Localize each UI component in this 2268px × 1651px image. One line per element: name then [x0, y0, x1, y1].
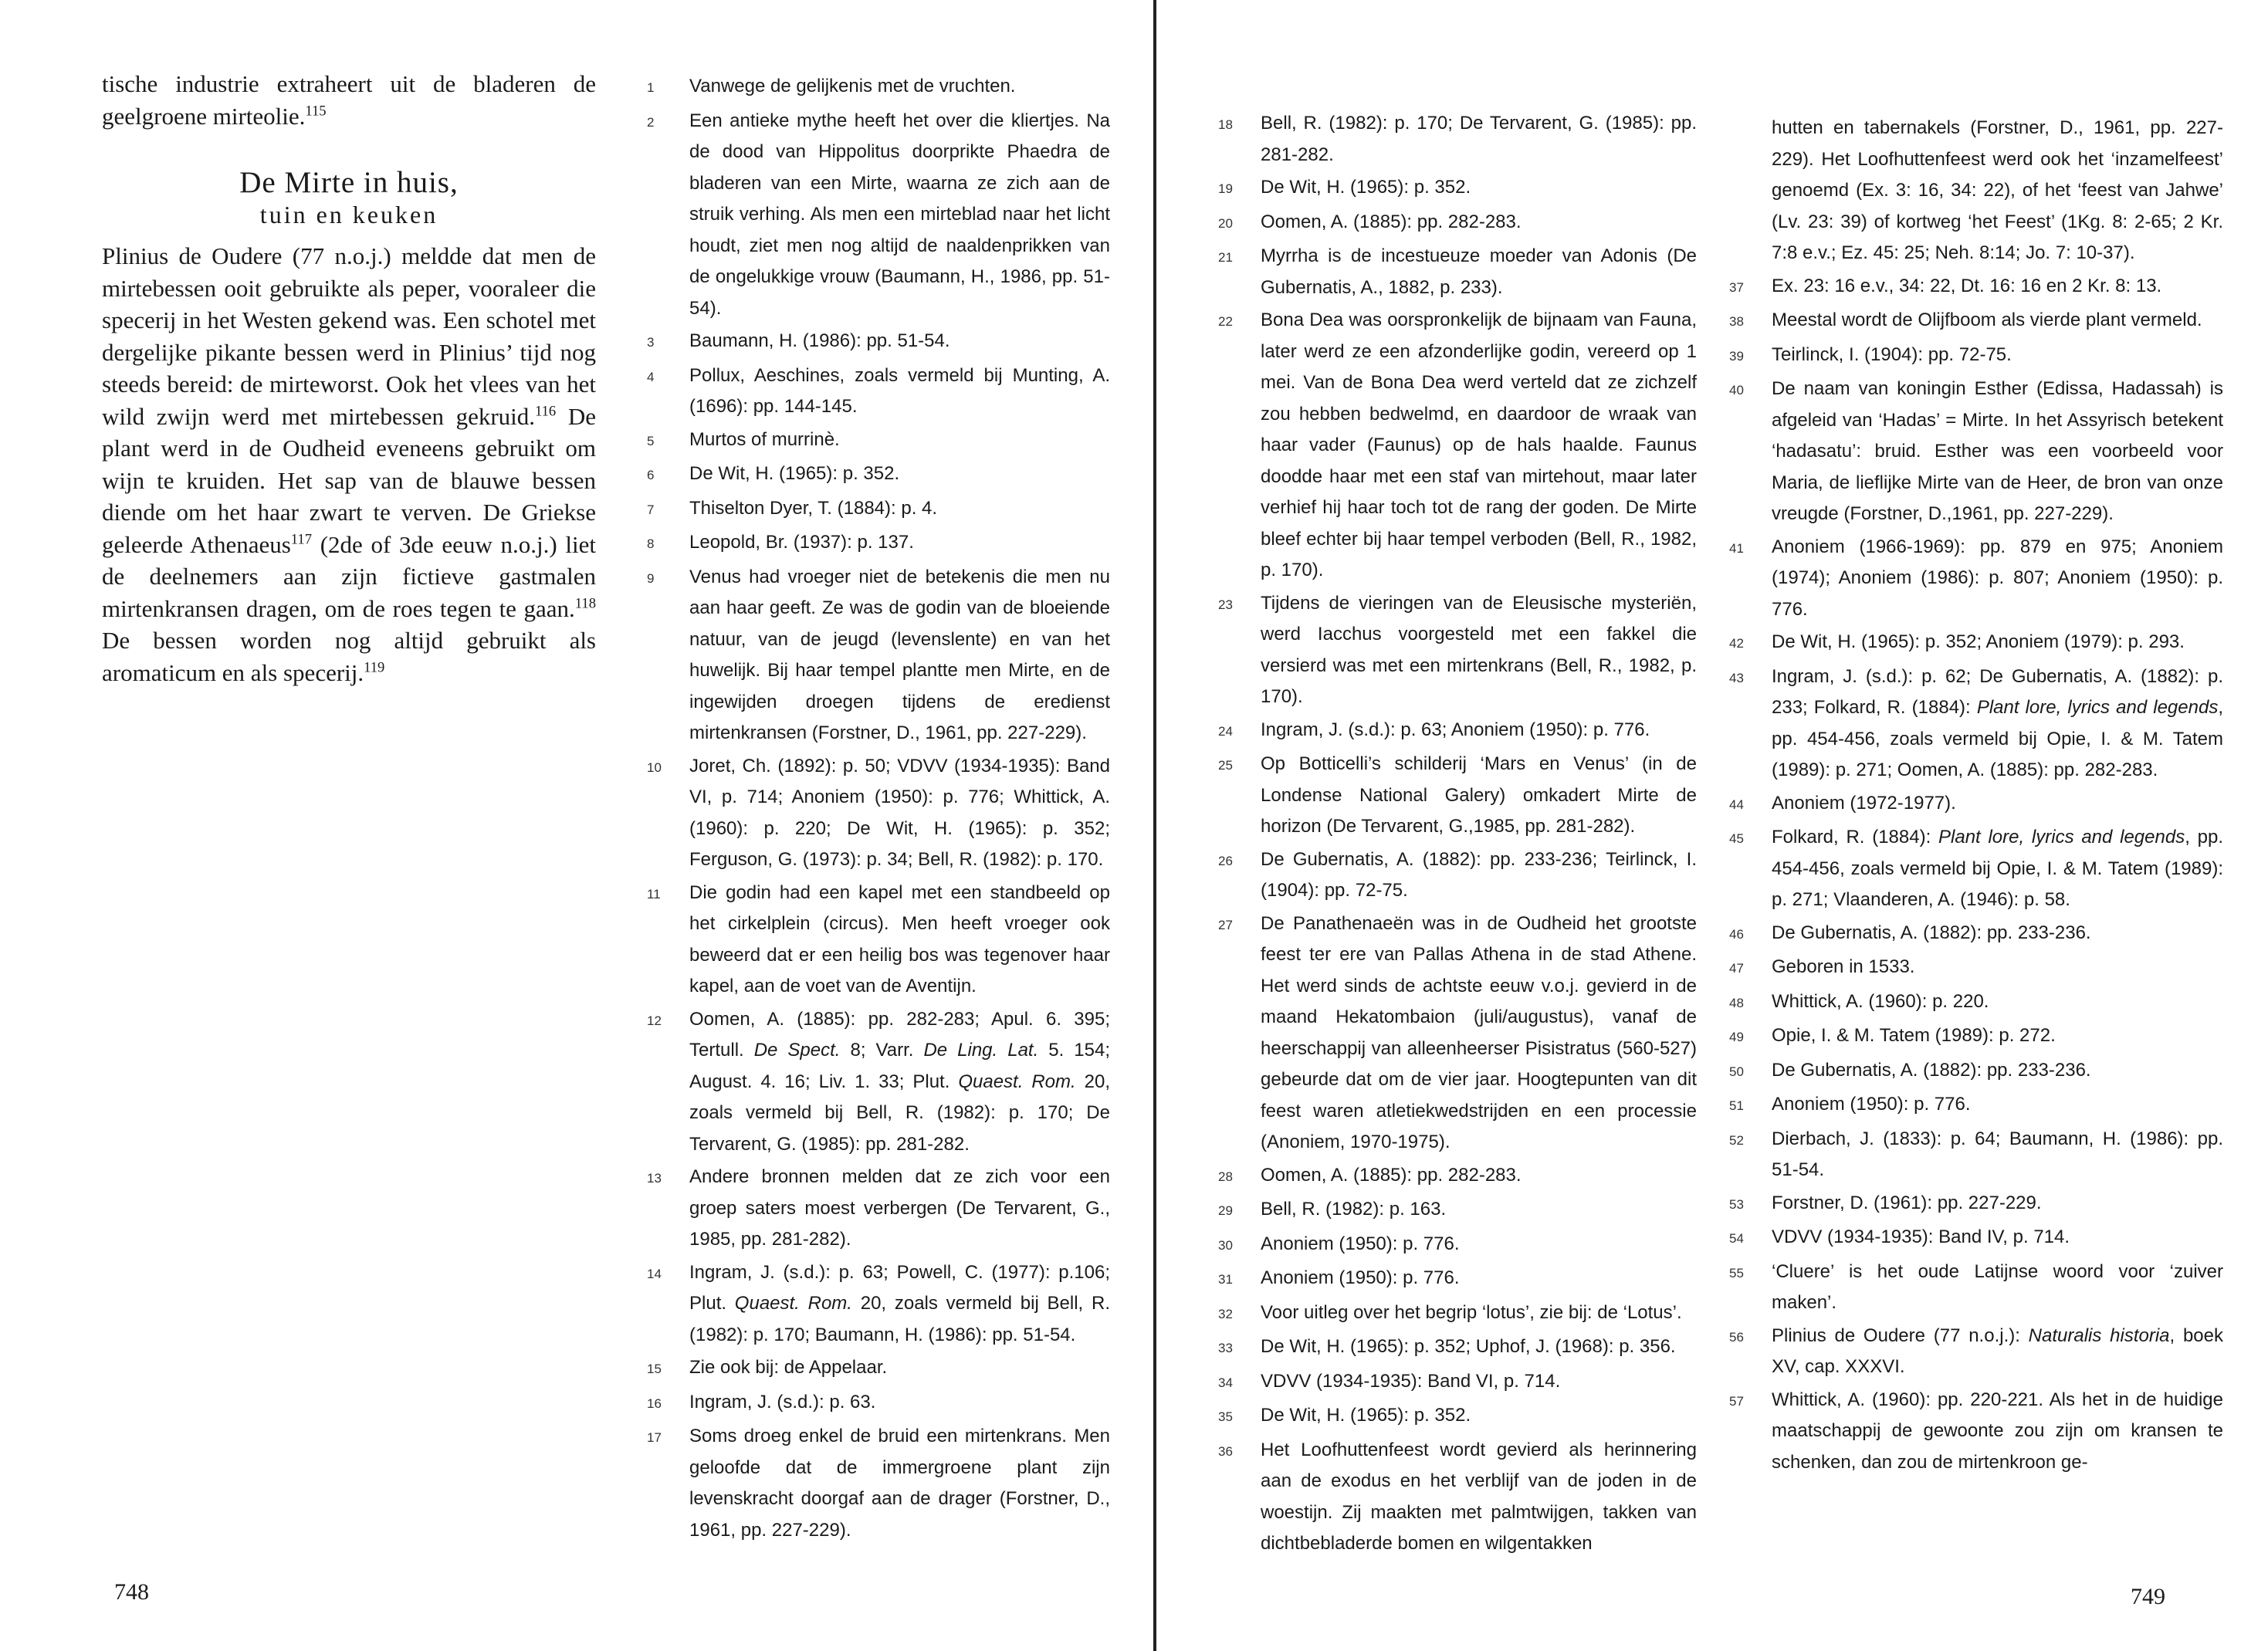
footnote-text-run: Anoniem (1950): p. 776. — [1772, 1094, 1971, 1115]
section-heading-line1: De Mirte in huis, — [239, 166, 459, 199]
footnote-text-run: Oomen, A. (1885): pp. 282-283; Apul. 6. 395; Tertull. — [689, 1008, 1110, 1061]
footnote-text — [1772, 1222, 2223, 1255]
footnote-text-run: Vanwege de gelijkenis met de vruchten. — [689, 76, 1016, 96]
footnote-text — [1261, 241, 1697, 303]
footnote-number: 17 — [647, 1430, 662, 1445]
footnote — [1729, 1222, 2223, 1255]
body-text: De plant werd in de Oudheid eveneens gebruikt om wijn te kruiden. Het sap van de blauwe bessen diende om het haar zwart te verven. De Griekse geleerde Athenaeus — [102, 402, 596, 558]
footnote — [1218, 241, 1697, 303]
footnote — [647, 425, 1110, 458]
footnote-text — [689, 527, 1110, 560]
footnote-number: 46 — [1729, 926, 1744, 942]
footnote-number: 15 — [647, 1362, 662, 1376]
footnote-text-run: Joret, Ch. (1892): p. 50; VDVV (1934-1935): Band VI, p. 714; Anoniem (1950): p. 776; Whittick, A. (1960): p. 220; De Wit, H. (1965): p. 352; Ferguson, G. (1973): p. 34; Bell, R. (1982): p. 170. — [689, 755, 1110, 870]
footnote — [1218, 1160, 1697, 1193]
footnote-text-run: De Wit, H. (1965): p. 352. — [689, 463, 900, 484]
footnote-text-run: Ingram, J. (s.d.): p. 62; De Gubernatis, A. (1882): p. 233; Folkard, R. (1884): — [1772, 665, 2223, 718]
footnote — [1218, 207, 1697, 240]
italic-title: Plant lore, lyrics and legends — [1938, 827, 2185, 847]
footnote-number: 18 — [1218, 117, 1233, 132]
footnote-text-run: Meestal wordt de Olijfboom als vierde plant vermeld. — [1772, 310, 2202, 330]
footnote-text — [1772, 1188, 2223, 1221]
footnote-text — [1772, 822, 2223, 916]
footnote-text — [1261, 1400, 1697, 1433]
footnote — [647, 1421, 1110, 1546]
footnote-text — [1261, 844, 1697, 907]
footnote-text — [1772, 627, 2223, 660]
footnote — [647, 1004, 1110, 1161]
footnote-number: 57 — [1729, 1393, 1744, 1409]
footnote-text — [1772, 1089, 2223, 1122]
footnote-text-run: VDVV (1934-1935): Band IV, p. 714. — [1772, 1226, 2070, 1247]
notes-column-right-1 — [1218, 108, 1697, 1561]
footnote-text — [1261, 588, 1697, 713]
footnote-text — [689, 1352, 1110, 1385]
footnote-text-run: Opie, I. & M. Tatem (1989): p. 272. — [1772, 1025, 2056, 1046]
footnote-text-run: Bona Dea was oorspronkelijk de bijnaam van Fauna, later werd ze een afzonderlijke godin, vereerd op 1 mei. Van de Bona Dea werd verteld dat ze zichzelf zou hebben bedwelmd, en daardoor de wraak van haar vader (Faunus) op de hals haalde. Faunus doodde haar met een staf van mirtehout, maar later verhief hij haar toch tot de rang der goden. De Mirte bleef echter bij haar tempel verboden (Bell, R., 1982, p. 170). — [1261, 310, 1697, 580]
footnote-text — [1261, 207, 1697, 240]
page-gutter — [1153, 0, 1156, 1651]
footnote-number: 37 — [1729, 279, 1744, 295]
footnote — [647, 751, 1110, 876]
footnote — [647, 360, 1110, 423]
footnote — [647, 106, 1110, 325]
footnote — [1729, 1188, 2223, 1221]
footnote-text-run: Anoniem (1966-1969): pp. 879 en 975; Anoniem (1974); Anoniem (1986): p. 807; Anoniem (1950): p. 776. — [1772, 536, 2223, 620]
notes-column-left — [647, 71, 1110, 1548]
footnote-number: 32 — [1218, 1306, 1233, 1321]
footnote-text — [689, 106, 1110, 325]
footnote-number: 26 — [1218, 853, 1233, 868]
footnote — [1218, 108, 1697, 171]
footnote — [1218, 588, 1697, 713]
footnote-text — [689, 1257, 1110, 1352]
footnote-number: 16 — [647, 1396, 662, 1411]
footnote-number: 21 — [1218, 250, 1233, 265]
footnote — [1729, 374, 2223, 530]
footnote-text — [689, 751, 1110, 876]
footnote-text-run: Geboren in 1533. — [1772, 956, 1915, 977]
footnote-number: 44 — [1729, 797, 1744, 812]
footnote-ref: 116 — [535, 403, 557, 420]
footnote-text-run: Ingram, J. (s.d.): p. 63; Powell, C. (1977): p.106; Plut. — [689, 1261, 1110, 1314]
footnote-text-run: Tijdens de vieringen van de Eleusische mysteriën, werd Iacchus voorgesteld met een fakkel die versierd was met een mirtenkrans (Bell, R., 1982, p. 170). — [1261, 592, 1697, 707]
footnote-number: 50 — [1729, 1064, 1744, 1079]
footnote-text-run: Anoniem (1972-1977). — [1772, 792, 1956, 814]
footnote-text-run: Oomen, A. (1885): pp. 282-283. — [1261, 1164, 1522, 1186]
footnote-number: 35 — [1218, 1409, 1233, 1424]
footnote-text — [1772, 305, 2223, 338]
footnote-number: 55 — [1729, 1265, 1744, 1281]
footnote-text-run: De Wit, H. (1965): p. 352; Uphof, J. (1968): p. 356. — [1261, 1336, 1676, 1357]
footnote-text — [1261, 172, 1697, 205]
footnote-text — [689, 425, 1110, 458]
footnote-text — [1261, 108, 1697, 171]
footnote — [1218, 1400, 1697, 1433]
footnote-number: 23 — [1218, 597, 1233, 612]
footnote-text-run: Het Loofhuttenfeest wordt gevierd als herinnering aan de exodus en het verblijf van de joden in de woestijn. Zij maakten met palmtwijgen, takken van dichtbebladerde bomen en wilgentakken — [1261, 1439, 1697, 1554]
footnote-number: 22 — [1218, 314, 1233, 329]
footnote — [1218, 172, 1697, 205]
body-paragraph — [102, 240, 596, 688]
footnote-text — [689, 458, 1110, 492]
footnote-text-run: Op Botticelli’s schilderij ‘Mars en Venus’ (in de Londense National Galery) omkadert Mirte de horizon (De Tervarent, G.,1985, pp. 281-282). — [1261, 753, 1697, 837]
right-page — [1158, 0, 2268, 1651]
footnote-text — [689, 71, 1110, 104]
footnote — [647, 326, 1110, 359]
footnote-text-run: 20, zoals vermeld bij Bell, R. (1982): p. 170; Baumann, H. (1986): pp. 51-54. — [689, 1293, 1110, 1345]
footnote-number: 41 — [1729, 540, 1744, 556]
footnote — [647, 458, 1110, 492]
footnote-number: 8 — [647, 536, 655, 551]
footnote-text-run: Anoniem (1950): p. 776. — [1261, 1233, 1460, 1254]
footnote-number: 39 — [1729, 348, 1744, 364]
footnote-text-run: Ingram, J. (s.d.): p. 63; Anoniem (1950): p. 776. — [1261, 719, 1650, 740]
footnote-text-run: De Gubernatis, A. (1882): pp. 233-236. — [1772, 1059, 2091, 1081]
footnote — [1218, 1331, 1697, 1365]
footnote — [1729, 986, 2223, 1020]
footnote-number: 24 — [1218, 723, 1233, 739]
footnote-text — [1261, 305, 1697, 587]
footnote-text-run: 5. 154; August. 4. 16; Liv. 1. 33; Plut. — [689, 1040, 1111, 1092]
footnote — [1729, 822, 2223, 916]
footnote-text-run: Pollux, Aeschines, zoals vermeld bij Munting, A. (1696): pp. 144-145. — [689, 364, 1110, 417]
footnote — [1729, 918, 2223, 951]
footnote-text-run: Plinius de Oudere (77 n.o.j.): — [1772, 1325, 2029, 1346]
footnote — [1729, 952, 2223, 985]
footnote-number — [1729, 113, 1772, 269]
main-text-column — [102, 68, 596, 688]
footnote-number: 4 — [647, 369, 655, 384]
footnote-ref: 118 — [574, 595, 596, 612]
footnote — [1729, 1055, 2223, 1088]
footnote-text — [689, 360, 1110, 423]
italic-title: De Spect. — [753, 1040, 841, 1061]
footnote-text — [1772, 340, 2223, 373]
footnote — [1729, 113, 2223, 269]
footnote — [1729, 627, 2223, 660]
footnote — [1729, 788, 2223, 821]
body-text: (2de of 3de eeuw n.o.j.) liet de deelnemers aan zijn fictieve gastmalen mirtenkransen dragen, om de roes tegen te gaan. — [102, 530, 596, 622]
footnote — [647, 527, 1110, 560]
footnote-text — [1261, 1435, 1697, 1560]
notes-column-right-2 — [1729, 113, 2223, 1480]
footnote — [1729, 1020, 2223, 1054]
footnote-ref: 119 — [364, 659, 385, 676]
footnote — [647, 71, 1110, 104]
footnote-number: 7 — [647, 502, 655, 517]
footnote — [647, 1387, 1110, 1420]
footnote-text-run: Bell, R. (1982): p. 170; De Tervarent, G. (1985): pp. 281-282. — [1261, 113, 1697, 165]
italic-title: De Ling. Lat. — [923, 1040, 1039, 1061]
footnote-text-run: Teirlinck, I. (1904): pp. 72-75. — [1772, 343, 2012, 365]
footnote-text-run: De Gubernatis, A. (1882): pp. 233-236. — [1772, 922, 2091, 943]
footnote-number: 27 — [1218, 917, 1233, 932]
footnote — [1729, 1089, 2223, 1122]
footnote-number: 34 — [1218, 1375, 1233, 1390]
footnote-text-run: Een antieke mythe heeft het over die kliertjes. Na de dood van Hippolitus doorprikte Phaedra de bladeren van een Mirte, waarna ze zich aan de struik verhing. Als men een mirteblad naar het licht houdt, ziet men nog altijd de naaldenprikken van de ongelukkige vrouw (Baumann, H., 1986, pp. 51-54). — [689, 110, 1110, 319]
footnote-number: 9 — [647, 570, 655, 586]
footnote-text-run: Ingram, J. (s.d.): p. 63. — [689, 1391, 876, 1412]
footnote — [647, 1352, 1110, 1385]
footnote — [1218, 1435, 1697, 1560]
intro-text: tische industrie extraheert uit de bladeren de geelgroene mirteolie. — [102, 70, 596, 130]
footnote-text — [689, 1421, 1110, 1546]
section-heading-line2: tuin en keuken — [259, 201, 438, 228]
footnote-text-run: , pp. 454-456, zoals vermeld bij Opie, I. & M. Tatem (1989): p. 271; Vlaanderen, A. (1946): p. 58. — [1772, 827, 2223, 910]
italic-title: Quaest. Rom. — [958, 1071, 1076, 1092]
footnote-text-run: Leopold, Br. (1937): p. 137. — [689, 532, 914, 553]
footnote — [1218, 1229, 1697, 1262]
intro-paragraph — [102, 68, 596, 132]
footnote-text — [1772, 1020, 2223, 1054]
body-text: Plinius de Oudere (77 n.o.j.) meldde dat men de mirtebessen ooit gebruikte als peper, vooraleer die specerij in het Westen gekend was. Een schotel met dergelijke pikante bessen werd in Plinius’ tijd nog steeds bereid: de mirteworst. Ook het vlees van het wild zwijn werd met mirtebessen gekruid. — [102, 242, 596, 430]
footnote-text — [689, 878, 1110, 1003]
footnote-number: 43 — [1729, 670, 1744, 685]
footnote-number: 3 — [647, 335, 655, 350]
footnote-text — [1772, 532, 2223, 626]
footnote-text-run: Ex. 23: 16 e.v., 34: 22, Dt. 16: 16 en 2 Kr. 8: 13. — [1772, 275, 2162, 296]
footnote — [1729, 1124, 2223, 1186]
footnote — [1729, 271, 2223, 304]
footnote-text-run: Zie ook bij: de Appelaar. — [689, 1357, 888, 1378]
footnote-number: 52 — [1729, 1132, 1744, 1148]
footnote-text — [1772, 1385, 2223, 1479]
footnote-text — [1772, 1124, 2223, 1186]
footnote-text-run: De Wit, H. (1965): p. 352. — [1261, 177, 1471, 198]
footnote-number: 29 — [1218, 1203, 1233, 1218]
footnote-number: 5 — [647, 433, 655, 448]
footnote-text-run: Dierbach, J. (1833): p. 64; Baumann, H. (1986): pp. 51-54. — [1772, 1128, 2223, 1180]
footnote-text-run: De Wit, H. (1965): p. 352. — [1261, 1405, 1471, 1426]
footnote-number: 20 — [1218, 215, 1233, 231]
footnote — [647, 493, 1110, 526]
footnote-text — [1261, 715, 1697, 748]
footnote-text — [1261, 908, 1697, 1159]
footnote-text — [1261, 749, 1697, 843]
footnote-text-run: 8; Varr. — [840, 1040, 924, 1061]
footnote-text-run: ‘Cluere’ is het oude Latijnse woord voor ‘zuiver maken’. — [1772, 1260, 2223, 1313]
footnote-number: 40 — [1729, 383, 1744, 398]
footnote-ref: 115 — [305, 103, 327, 120]
footnote — [1218, 305, 1697, 587]
footnote-text-run: Soms droeg enkel de bruid een mirtenkrans. Men geloofde dat de immergroene plant zijn levenskracht doorgaf aan de drager (Forstner, D., 1961, pp. 227-229). — [689, 1426, 1110, 1541]
footnote — [1729, 1321, 2223, 1383]
footnote — [647, 1162, 1110, 1256]
footnote-text-run: Myrrha is de incestueuze moeder van Adonis (De Gubernatis, A., 1882, p. 233). — [1261, 245, 1697, 298]
footnote-number: 56 — [1729, 1329, 1744, 1345]
footnote-text — [1261, 1160, 1697, 1193]
footnote-text-run: De naam van koningin Esther (Edissa, Hadassah) is afgeleid van ‘Hadas’ = Mirte. In het Assyrisch betekent ‘hadasatu’: bruid. Esther was een voorbeeld voor Maria, de lieflijke Mirte van de Heer, de bron van onze vreugde (Forstner, D.,1961, pp. 227-229). — [1772, 378, 2223, 524]
footnote-number: 31 — [1218, 1272, 1233, 1287]
footnote-number: 36 — [1218, 1443, 1233, 1459]
footnote — [1218, 715, 1697, 748]
footnote-text-run: VDVV (1934-1935): Band VI, p. 714. — [1261, 1370, 1561, 1392]
footnote — [1218, 1297, 1697, 1331]
footnote — [1218, 1263, 1697, 1296]
footnote-text-run: 20, zoals vermeld bij Bell, R. (1982): p. 170; De Tervarent, G. (1985): pp. 281-282. — [689, 1071, 1110, 1155]
body-text: De bessen worden nog altijd gebruikt als aromaticum en als specerij. — [102, 627, 596, 686]
footnote — [1218, 1366, 1697, 1399]
footnote-text — [1261, 1229, 1697, 1262]
footnote-number: 11 — [647, 886, 661, 902]
footnote-text — [1261, 1331, 1697, 1365]
italic-title: Quaest. Rom. — [734, 1293, 852, 1314]
italic-title: Plant lore, lyrics and legends — [1976, 697, 2219, 718]
footnote-text — [1772, 1055, 2223, 1088]
footnote-text — [689, 326, 1110, 359]
footnote-number: 53 — [1729, 1196, 1744, 1212]
footnote — [1218, 1194, 1697, 1227]
footnote-text — [689, 1004, 1110, 1161]
footnote-number: 14 — [647, 1266, 662, 1281]
footnote-number: 49 — [1729, 1030, 1744, 1044]
footnote-text — [1772, 952, 2223, 985]
footnote-text-run: Thiselton Dyer, T. (1884): p. 4. — [689, 497, 938, 519]
footnote — [1729, 305, 2223, 338]
page-number-right: 749 — [2131, 1584, 2165, 1609]
footnote-number: 28 — [1218, 1169, 1233, 1184]
footnote-text-run: , pp. 454-456, zoals vermeld bij Opie, I. & M. Tatem (1989): p. 271; Oomen, A. (1885): pp. 282-283. — [1772, 697, 2223, 780]
footnote-text — [1772, 986, 2223, 1020]
footnote — [1218, 908, 1697, 1159]
footnote-text — [1772, 113, 2223, 269]
footnote-number: 30 — [1218, 1237, 1233, 1253]
footnote — [1218, 749, 1697, 843]
footnote — [1729, 1257, 2223, 1319]
footnote-text — [1261, 1263, 1697, 1296]
footnote-number: 45 — [1729, 831, 1744, 846]
footnote-text-run: Whittick, A. (1960): p. 220. — [1772, 990, 1989, 1012]
footnote-number: 51 — [1729, 1098, 1744, 1113]
footnote-text-run: Murtos of murrinè. — [689, 428, 840, 450]
italic-title: Naturalis historia — [2028, 1325, 2170, 1346]
footnote-text — [1772, 271, 2223, 304]
footnote-text — [1261, 1366, 1697, 1399]
footnote-number: 48 — [1729, 995, 1744, 1010]
footnote-text-run: Oomen, A. (1885): pp. 282-283. — [1261, 211, 1522, 232]
footnote-number: 13 — [647, 1171, 662, 1186]
footnote-text-run: Voor uitleg over het begrip ‘lotus’, zie bij: de ‘Lotus’. — [1261, 1301, 1682, 1323]
footnote-number: 6 — [647, 468, 655, 482]
footnote-number: 12 — [647, 1013, 662, 1028]
footnote-text-run: Bell, R. (1982): p. 163. — [1261, 1199, 1447, 1220]
footnote-text-run: De Wit, H. (1965): p. 352; Anoniem (1979): p. 293. — [1772, 631, 2185, 652]
footnote-number: 1 — [647, 80, 655, 95]
footnote-number: 47 — [1729, 961, 1744, 976]
footnote — [647, 878, 1110, 1003]
footnote-text-run: Anoniem (1950): p. 776. — [1261, 1267, 1460, 1288]
footnote-text — [689, 562, 1110, 749]
page-number-left: 748 — [114, 1579, 149, 1605]
footnote-number: 25 — [1218, 758, 1233, 773]
footnote-text — [1261, 1194, 1697, 1227]
footnote-number: 42 — [1729, 636, 1744, 651]
footnote-text-run: , boek XV, cap. XXXVI. — [1772, 1325, 2223, 1377]
footnote-ref: 117 — [290, 531, 312, 548]
footnote — [647, 562, 1110, 749]
footnote-text-run: Andere bronnen melden dat ze zich voor een groep saters moest verbergen (De Tervarent, G., 1985, pp. 281-282). — [689, 1166, 1110, 1250]
footnote-text-run: Venus had vroeger niet de betekenis die men nu aan haar geeft. Ze was de godin van de bloeiende natuur, van de jeugd (levenslente) en van het huwelijk. Bij haar tempel plantte men Mirte, en de ingewijden droegen tijdens de eredienst mirtenkransen (Forstner, D., 1961, pp. 227-229). — [689, 566, 1110, 743]
footnote — [1729, 1385, 2223, 1479]
footnote-number: 54 — [1729, 1231, 1744, 1246]
footnote-number: 19 — [1218, 181, 1233, 196]
footnote-text — [1772, 661, 2223, 787]
footnote-text — [689, 1162, 1110, 1256]
footnote-text — [689, 1387, 1110, 1420]
footnote — [1218, 844, 1697, 907]
footnote-text-run: De Gubernatis, A. (1882): pp. 233-236; Teirlinck, I. (1904): pp. 72-75. — [1261, 848, 1697, 901]
footnote-text — [1772, 374, 2223, 530]
footnote-number: 10 — [647, 760, 662, 775]
footnote-text-run: Forstner, D. (1961): pp. 227-229. — [1772, 1192, 2042, 1213]
footnote — [647, 1257, 1110, 1352]
footnote-text-run: Die godin had een kapel met een standbeeld op het cirkelplein (circus). Men heeft vroeger ook beweerd dat er een heilig bos was tegenover haar kapel, aan de voet van de Aventijn. — [689, 881, 1110, 996]
footnote-text — [1772, 788, 2223, 821]
footnote-text-run: Baumann, H. (1986): pp. 51-54. — [689, 330, 950, 351]
footnote-text-run: hutten en tabernakels (Forstner, D., 1961, pp. 227-229). Het Loofhuttenfeest werd ook het ‘inzamelfeest’ genoemd (Ex. 3: 16, 34: 22), of het ‘feest van Jahwe’ (Lv. 23: 39) of kortweg ‘het Feest’ (1Kg. 8: 2-65; 2 Kr. 7:8 e.v.; Ez. 45: 25; Neh. 8:14; Jo. 7: 10-37). — [1772, 117, 2223, 263]
footnote-text — [1772, 1321, 2223, 1383]
footnote-text-run: Whittick, A. (1960): pp. 220-221. Als het in de huidige maatschappij de gewoonte zou zijn om kransen te schenken, dan zou de mirtenkroon ge- — [1772, 1389, 2223, 1473]
footnote-text — [1261, 1297, 1697, 1331]
footnote — [1729, 532, 2223, 626]
footnote-number: 33 — [1218, 1341, 1233, 1355]
footnote-text — [1772, 918, 2223, 951]
footnote-text — [1772, 1257, 2223, 1319]
footnote — [1729, 661, 2223, 787]
footnote-number: 2 — [647, 114, 655, 130]
footnote-text-run: Folkard, R. (1884): — [1772, 827, 1939, 847]
footnote — [1729, 340, 2223, 373]
section-heading — [102, 166, 596, 229]
footnote-text — [689, 493, 1110, 526]
footnote-number: 38 — [1729, 314, 1744, 329]
footnote-text-run: De Panathenaeën was in de Oudheid het grootste feest ter ere van Pallas Athena in de stad Athene. Het werd sinds de achtste eeuw v.o.j. gevierd in de maand Hekatombaion (juli/augustus), vanaf de heerschappij van alleenheerser Pisistratus (560-527) gebeurde dat om de vier jaar. Hoogtepunten van dit feest waren atletiekwedstrijden en een processie (Anoniem, 1970-1975). — [1261, 912, 1697, 1152]
